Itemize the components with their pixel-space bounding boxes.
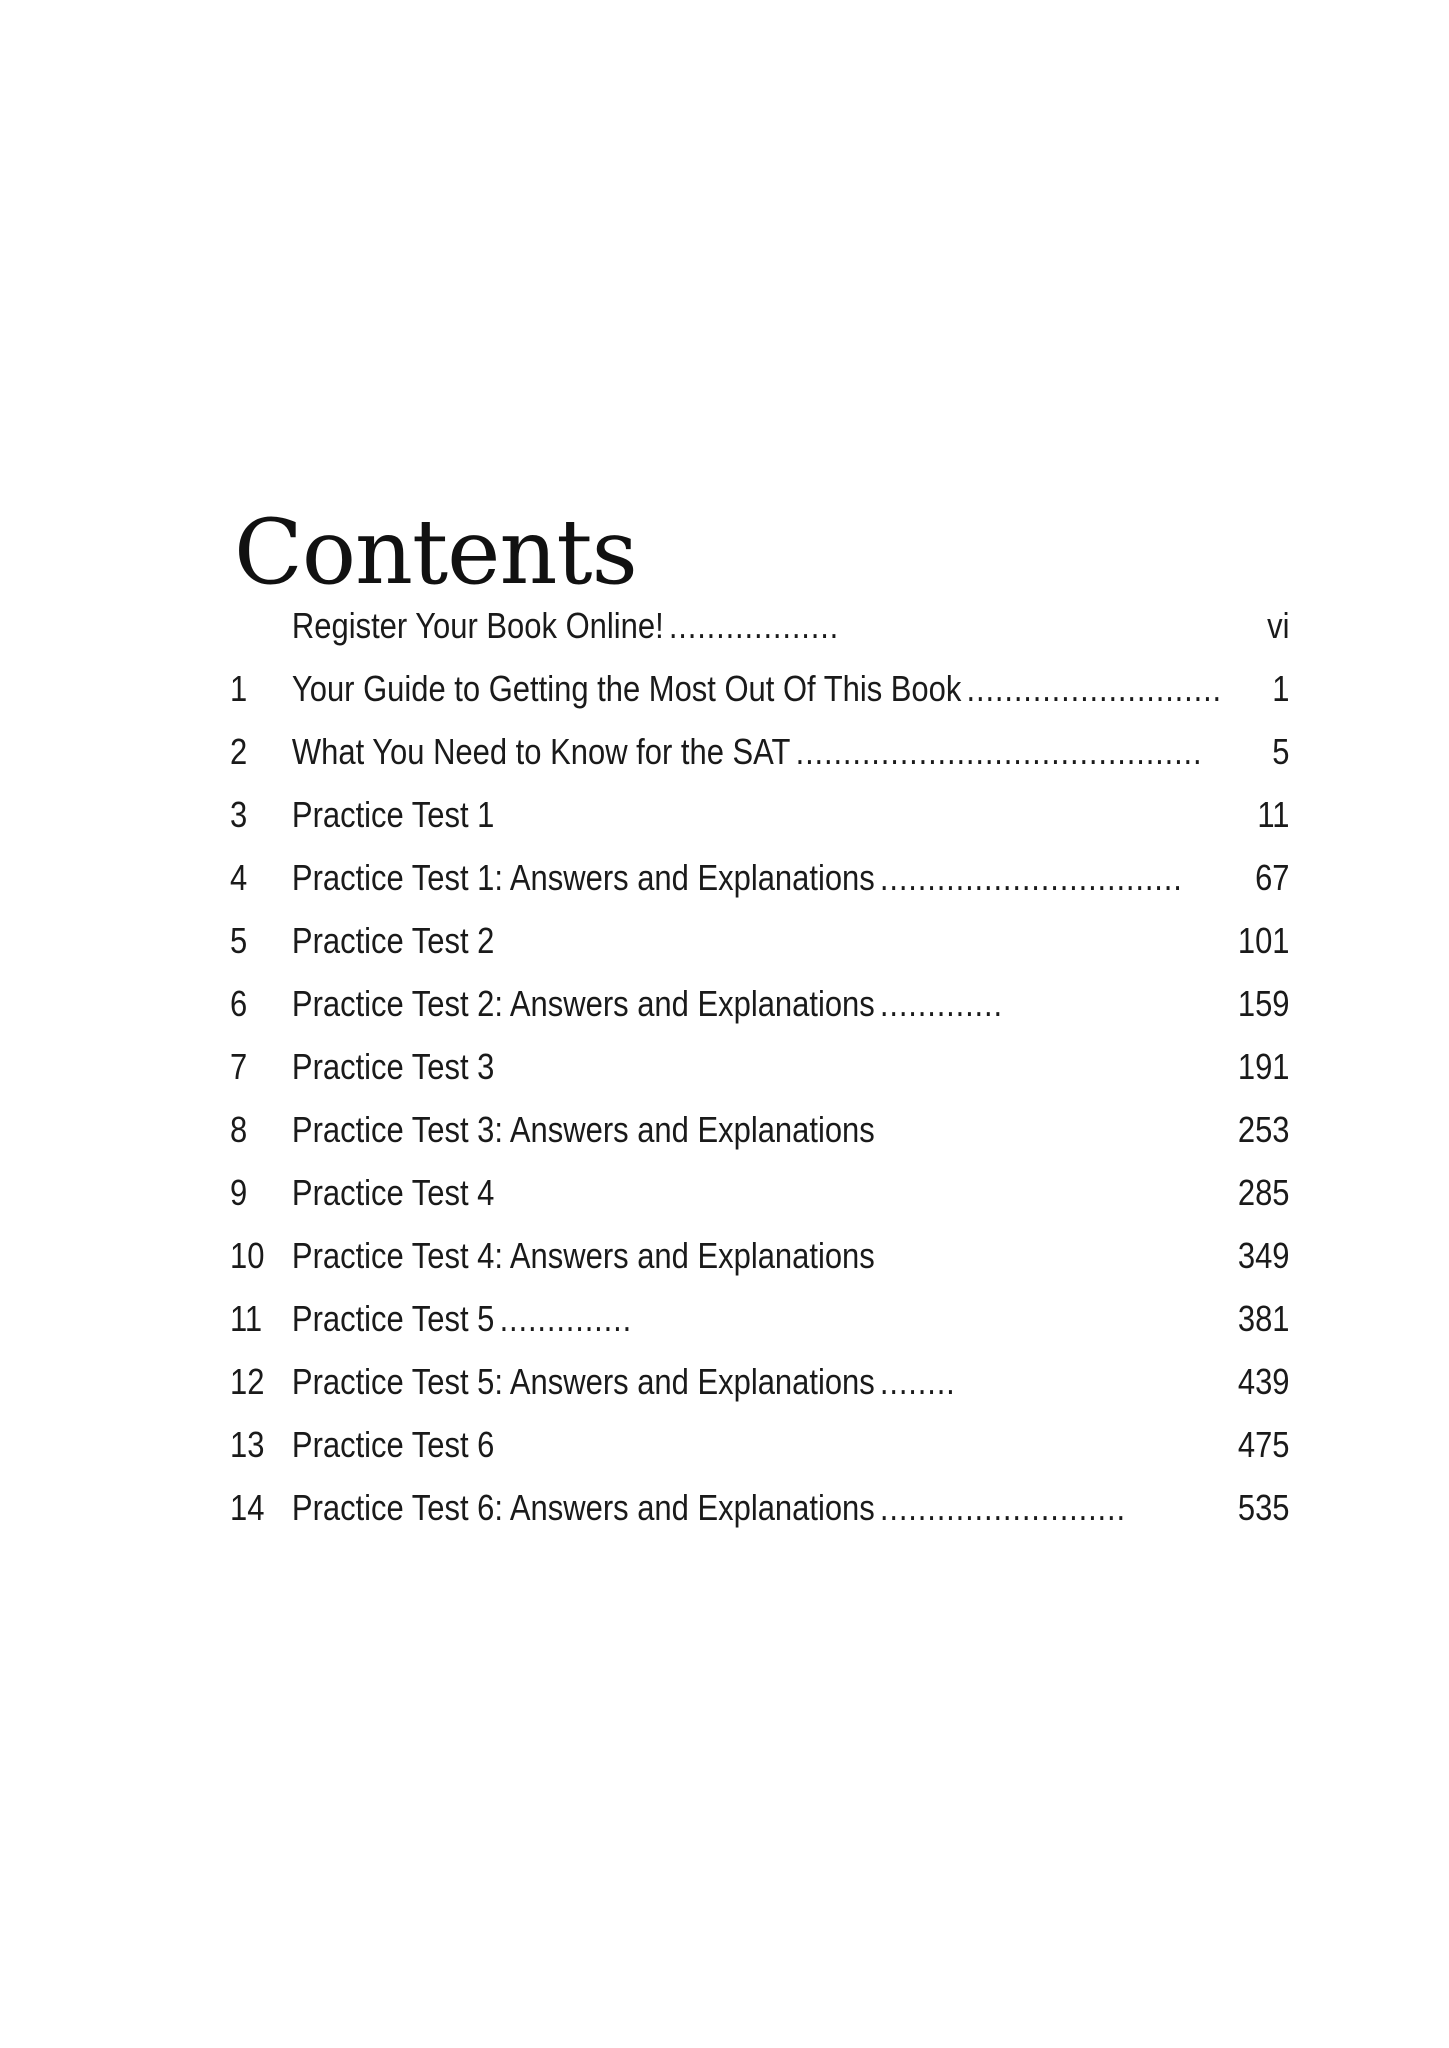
toc-entry[interactable] [230, 1041, 1290, 1093]
toc-entry-page: 11 [1257, 794, 1290, 835]
toc-entry-page: 253 [1237, 1109, 1290, 1150]
toc-entry-page: 349 [1237, 1235, 1290, 1276]
toc-entry[interactable] [230, 663, 1290, 715]
toc-entry[interactable] [230, 789, 1290, 841]
toc-entry-page: 285 [1237, 1172, 1290, 1213]
toc-entry[interactable] [230, 600, 1290, 652]
toc-entry-number: 11 [230, 1298, 263, 1339]
toc-entry-title: Register Your Book Online! .................. [291, 605, 840, 646]
toc-entry[interactable] [230, 1293, 1290, 1345]
toc-entry[interactable] [230, 915, 1290, 967]
toc-entry-page: 101 [1237, 920, 1290, 961]
toc-leader-dots: .......................... [879, 1487, 1126, 1528]
toc-leader-dots: ........................................... [795, 731, 1203, 772]
toc-entry[interactable] [230, 1356, 1290, 1408]
toc-entry[interactable] [230, 1230, 1290, 1282]
toc-leader-dots: ........................... [966, 668, 1222, 709]
toc-leader-dots: .............. [499, 1298, 633, 1339]
toc-leader-dots: .................. [668, 605, 840, 646]
toc-entry[interactable] [230, 978, 1290, 1030]
toc-leader-dots: ................................ [879, 857, 1183, 898]
toc-entry-title: Practice Test 6 [291, 1424, 495, 1465]
toc-entry-title: Practice Test 4 [291, 1172, 495, 1213]
toc-entry-title: Practice Test 3: Answers and Explanations [291, 1109, 875, 1150]
toc-entry-page: 159 [1237, 983, 1290, 1024]
toc-entry-page: 67 [1255, 857, 1290, 898]
toc-entry-title: Practice Test 5 .............. [291, 1298, 633, 1339]
toc-leader-dots: ............. [879, 983, 1003, 1024]
toc-entry-title: Practice Test 5: Answers and Explanations ........ [291, 1361, 956, 1402]
toc-entry-number: 3 [230, 794, 248, 835]
toc-entry-number: 5 [230, 920, 248, 961]
toc-entry-number: 4 [230, 857, 248, 898]
toc-entry-page: 5 [1272, 731, 1290, 772]
toc-entry-title: Practice Test 3 [291, 1046, 495, 1087]
page-title: Contents [234, 500, 637, 606]
toc-entry-number: 14 [230, 1487, 265, 1528]
toc-entry-page: 1 [1272, 668, 1290, 709]
toc-entry-number: 9 [230, 1172, 248, 1213]
toc-entry[interactable] [230, 1167, 1290, 1219]
toc-entry-number: 7 [230, 1046, 248, 1087]
toc-entry[interactable] [230, 1482, 1290, 1534]
toc-entry-number: 8 [230, 1109, 248, 1150]
toc-entry-title: Practice Test 1: Answers and Explanations ................................ [291, 857, 1183, 898]
toc-entry-page: 191 [1237, 1046, 1290, 1087]
toc-entry[interactable] [230, 1104, 1290, 1156]
toc-entry-number: 6 [230, 983, 248, 1024]
toc-entry-number: 1 [230, 668, 248, 709]
toc-entry-number: 13 [230, 1424, 265, 1465]
toc-entry-page: 381 [1237, 1298, 1290, 1339]
toc-entry-title: What You Need to Know for the SAT ........................................... [291, 731, 1203, 772]
toc-entry-title: Your Guide to Getting the Most Out Of This Book ........................... [291, 668, 1222, 709]
toc-entry-number: 2 [230, 731, 248, 772]
toc-entry[interactable] [230, 1419, 1290, 1471]
toc-entry-page: 475 [1237, 1424, 1290, 1465]
toc-entry-page: 439 [1237, 1361, 1290, 1402]
toc-entry-title: Practice Test 6: Answers and Explanations .......................... [291, 1487, 1126, 1528]
toc-entry-title: Practice Test 2 [291, 920, 495, 961]
toc-entry[interactable] [230, 726, 1290, 778]
toc-entry-number: 10 [230, 1235, 265, 1276]
toc-leader-dots: ........ [879, 1361, 956, 1402]
toc-entry-page: 535 [1237, 1487, 1290, 1528]
toc-entry-title: Practice Test 2: Answers and Explanations ............. [291, 983, 1003, 1024]
toc-entry-title: Practice Test 1 [291, 794, 495, 835]
toc-entry-page: vi [1267, 605, 1290, 646]
toc-entry-title: Practice Test 4: Answers and Explanations [291, 1235, 875, 1276]
toc-entry-number: 12 [230, 1361, 265, 1402]
toc-entry[interactable] [230, 852, 1290, 904]
